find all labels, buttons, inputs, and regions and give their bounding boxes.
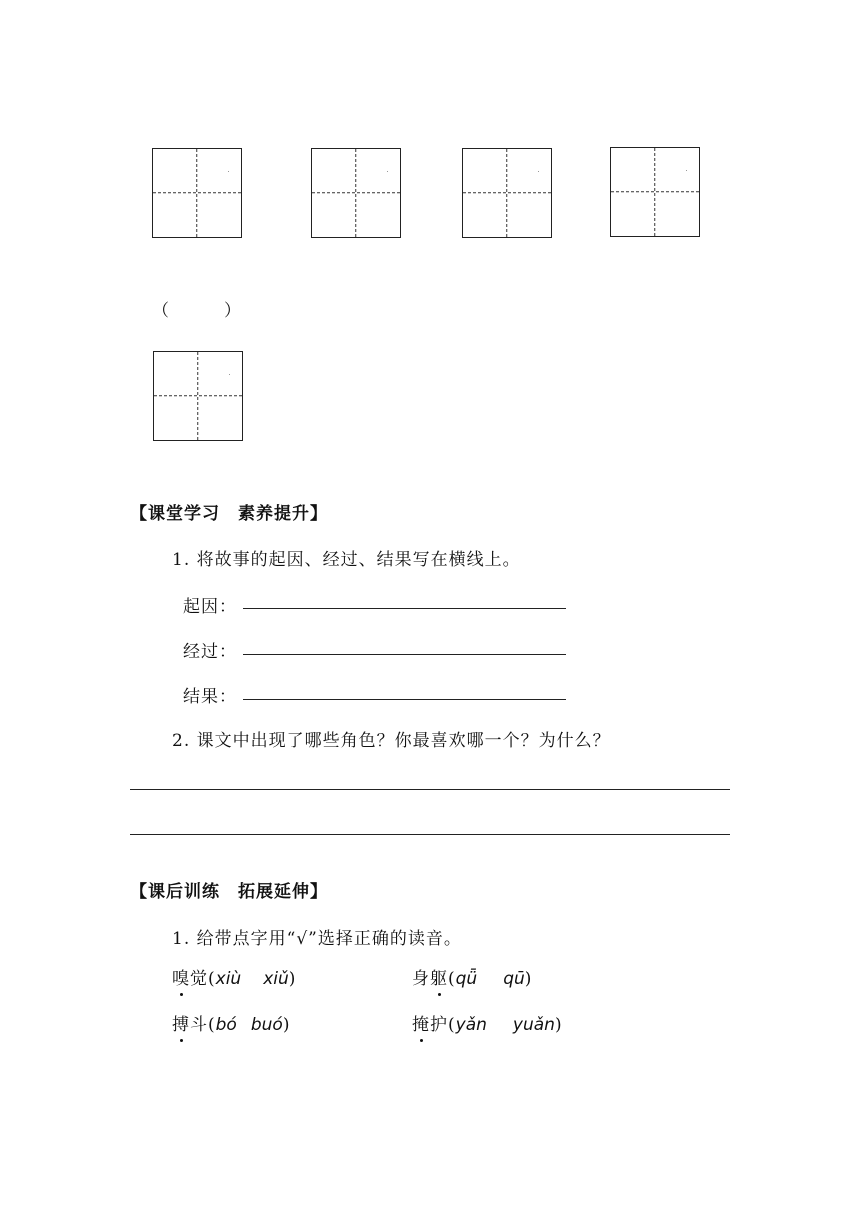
pinyin-option-1[interactable]: xiù — [215, 969, 242, 989]
pinyin-option-2[interactable]: qū — [503, 969, 525, 989]
writing-grid-box-3[interactable] — [462, 148, 552, 238]
writing-grid-box-1[interactable] — [152, 148, 242, 238]
pinyin-option-1[interactable]: yǎn — [455, 1015, 487, 1035]
field-label-process: 经过： — [183, 642, 237, 662]
answer-parentheses[interactable]: （ ） — [152, 301, 242, 321]
dotted-char: 掩 — [412, 1010, 430, 1035]
dotted-char: 躯 — [430, 964, 448, 989]
section-heading-after-class: 【课后训练 拓展延伸】 — [130, 882, 328, 902]
writing-grid-box-4[interactable] — [610, 147, 700, 237]
answer-line-cause[interactable] — [243, 608, 566, 609]
field-label-result: 结果： — [183, 687, 237, 707]
pronunciation-item-3: 搏斗(bó buó) — [172, 1010, 290, 1035]
answer-line-q2-1[interactable] — [130, 789, 730, 790]
pinyin-option-2[interactable]: xiǔ — [263, 969, 289, 989]
writing-grid-box-2[interactable] — [311, 148, 401, 238]
pronunciation-item-4: 掩护(yǎn yuǎn) — [412, 1010, 563, 1035]
pinyin-option-1[interactable]: bó — [215, 1015, 237, 1035]
answer-line-q2-2[interactable] — [130, 834, 730, 835]
answer-line-process[interactable] — [243, 654, 566, 655]
dotted-char: 嗅 — [172, 964, 190, 989]
pronunciation-item-1: 嗅觉(xiù xiǔ) — [172, 964, 296, 989]
dotted-char: 搏 — [172, 1010, 190, 1035]
question-1-prompt: 1. 将故事的起因、经过、结果写在横线上。 — [172, 550, 521, 570]
section-heading-classroom: 【课堂学习 素养提升】 — [130, 504, 328, 524]
question-1-pronunciation-prompt: 1. 给带点字用“√”选择正确的读音。 — [172, 929, 462, 949]
question-2-prompt: 2. 课文中出现了哪些角色？你最喜欢哪一个？为什么？ — [172, 731, 611, 751]
field-label-cause: 起因： — [183, 597, 237, 617]
answer-line-result[interactable] — [243, 699, 566, 700]
pinyin-option-1[interactable]: qǖ — [455, 969, 478, 989]
pinyin-option-2[interactable]: yuǎn — [512, 1015, 555, 1035]
pinyin-option-2[interactable]: buó — [250, 1015, 283, 1035]
pronunciation-item-2: 身躯(qǖ qū) — [412, 964, 532, 989]
writing-grid-box-5[interactable] — [153, 351, 243, 441]
